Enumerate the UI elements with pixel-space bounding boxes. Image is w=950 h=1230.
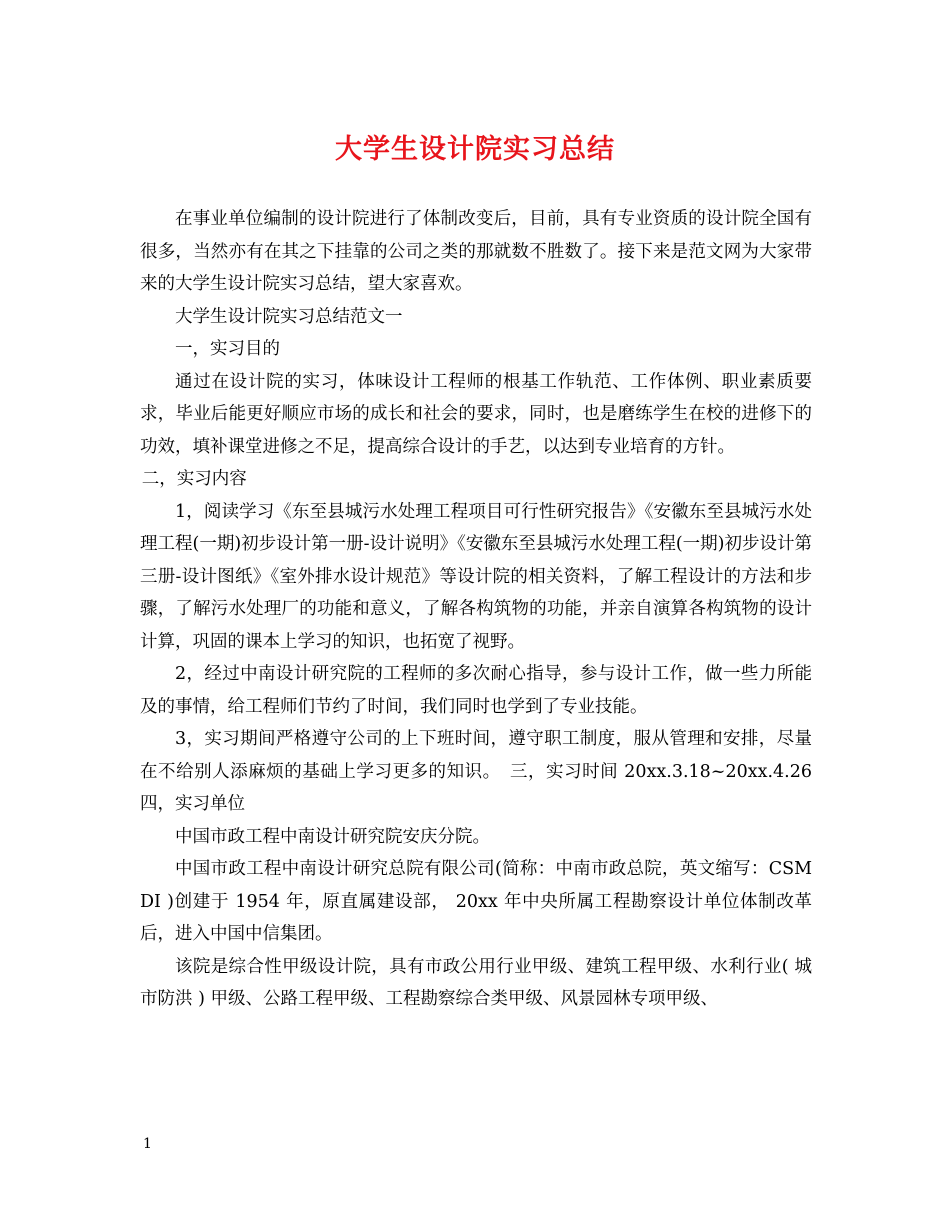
content-item-2: 2，经过中南设计研究院的工程师的多次耐心指导，参与设计工作，做一些力所能及的事情，给工程师们节约了时间，我们同时也学到了专业技能。 — [140, 664, 812, 717]
section-heading-purpose: 一，实习目的 — [175, 339, 280, 359]
section-heading-content: 二，实习内容 — [141, 469, 247, 489]
page-number: 1 — [143, 1136, 152, 1152]
content-item-1: 1，阅读学习《东至县城污水处理工程项目可行性研究报告》《安徽东至县城污水处理工程(一期)初步设计第一册-设计说明》《安徽东至县城污水处理工程(一期)初步设计第三册-设计图纸》《室外排水设计规范》等设计院的相关资料，了解工程设计的方法和步骤，了解污水处理厂的功能和意义，了解各构筑物的功能，并亲自演算各构筑物的设计计算，巩固的课本上学习的知识，也拓宽了视野。 — [140, 501, 812, 652]
document-body — [140, 203, 812, 1016]
section-heading-sample-one: 大学生设计院实习总结范文一 — [175, 306, 403, 327]
qualification-paragraph: 该院是综合性甲级设计院，具有市政公用行业甲级、建筑工程甲级、水利行业( 城市防洪 ) 甲级、公路工程甲级、工程勘察综合类甲级、风景园林专项甲级、 — [140, 956, 812, 1009]
document-title: 大学生设计院实习总结 — [335, 134, 615, 165]
company-intro-paragraph: 中国市政工程中南设计研究总院有限公司(简称：中南市政总院，英文缩写：CSMDI )创建于 1954 年，原直属建设部， 20xx 年中央所属工程勘察设计单位体制改革后，进入中国中信集团。 — [140, 859, 812, 944]
intro-paragraph: 在事业单位编制的设计院进行了体制改变后，目前，具有专业资质的设计院全国有很多，当然亦有在其之下挂靠的公司之类的那就数不胜数了。接下来是范文网为大家带来的大学生设计院实习总结，望大家喜欢。 — [140, 209, 812, 294]
unit-paragraph: 中国市政工程中南设计研究院安庆分院。 — [175, 826, 490, 847]
content-item-3: 3，实习期间严格遵守公司的上下班时间，遵守职工制度，服从管理和安排，尽量在不给别人添麻烦的基础上学习更多的知识。 三，实习时间 20xx.3.18~20xx.4.26 四，实习单位 — [140, 729, 812, 814]
purpose-paragraph: 通过在设计院的实习，体味设计工程师的根基工作轨范、工作体例、职业素质要求，毕业后能更好顺应市场的成长和社会的要求，同时，也是磨练学生在校的进修下的功效，填补课堂进修之不足，提高综合设计的手艺，以达到专业培育的方针。 — [140, 371, 812, 457]
